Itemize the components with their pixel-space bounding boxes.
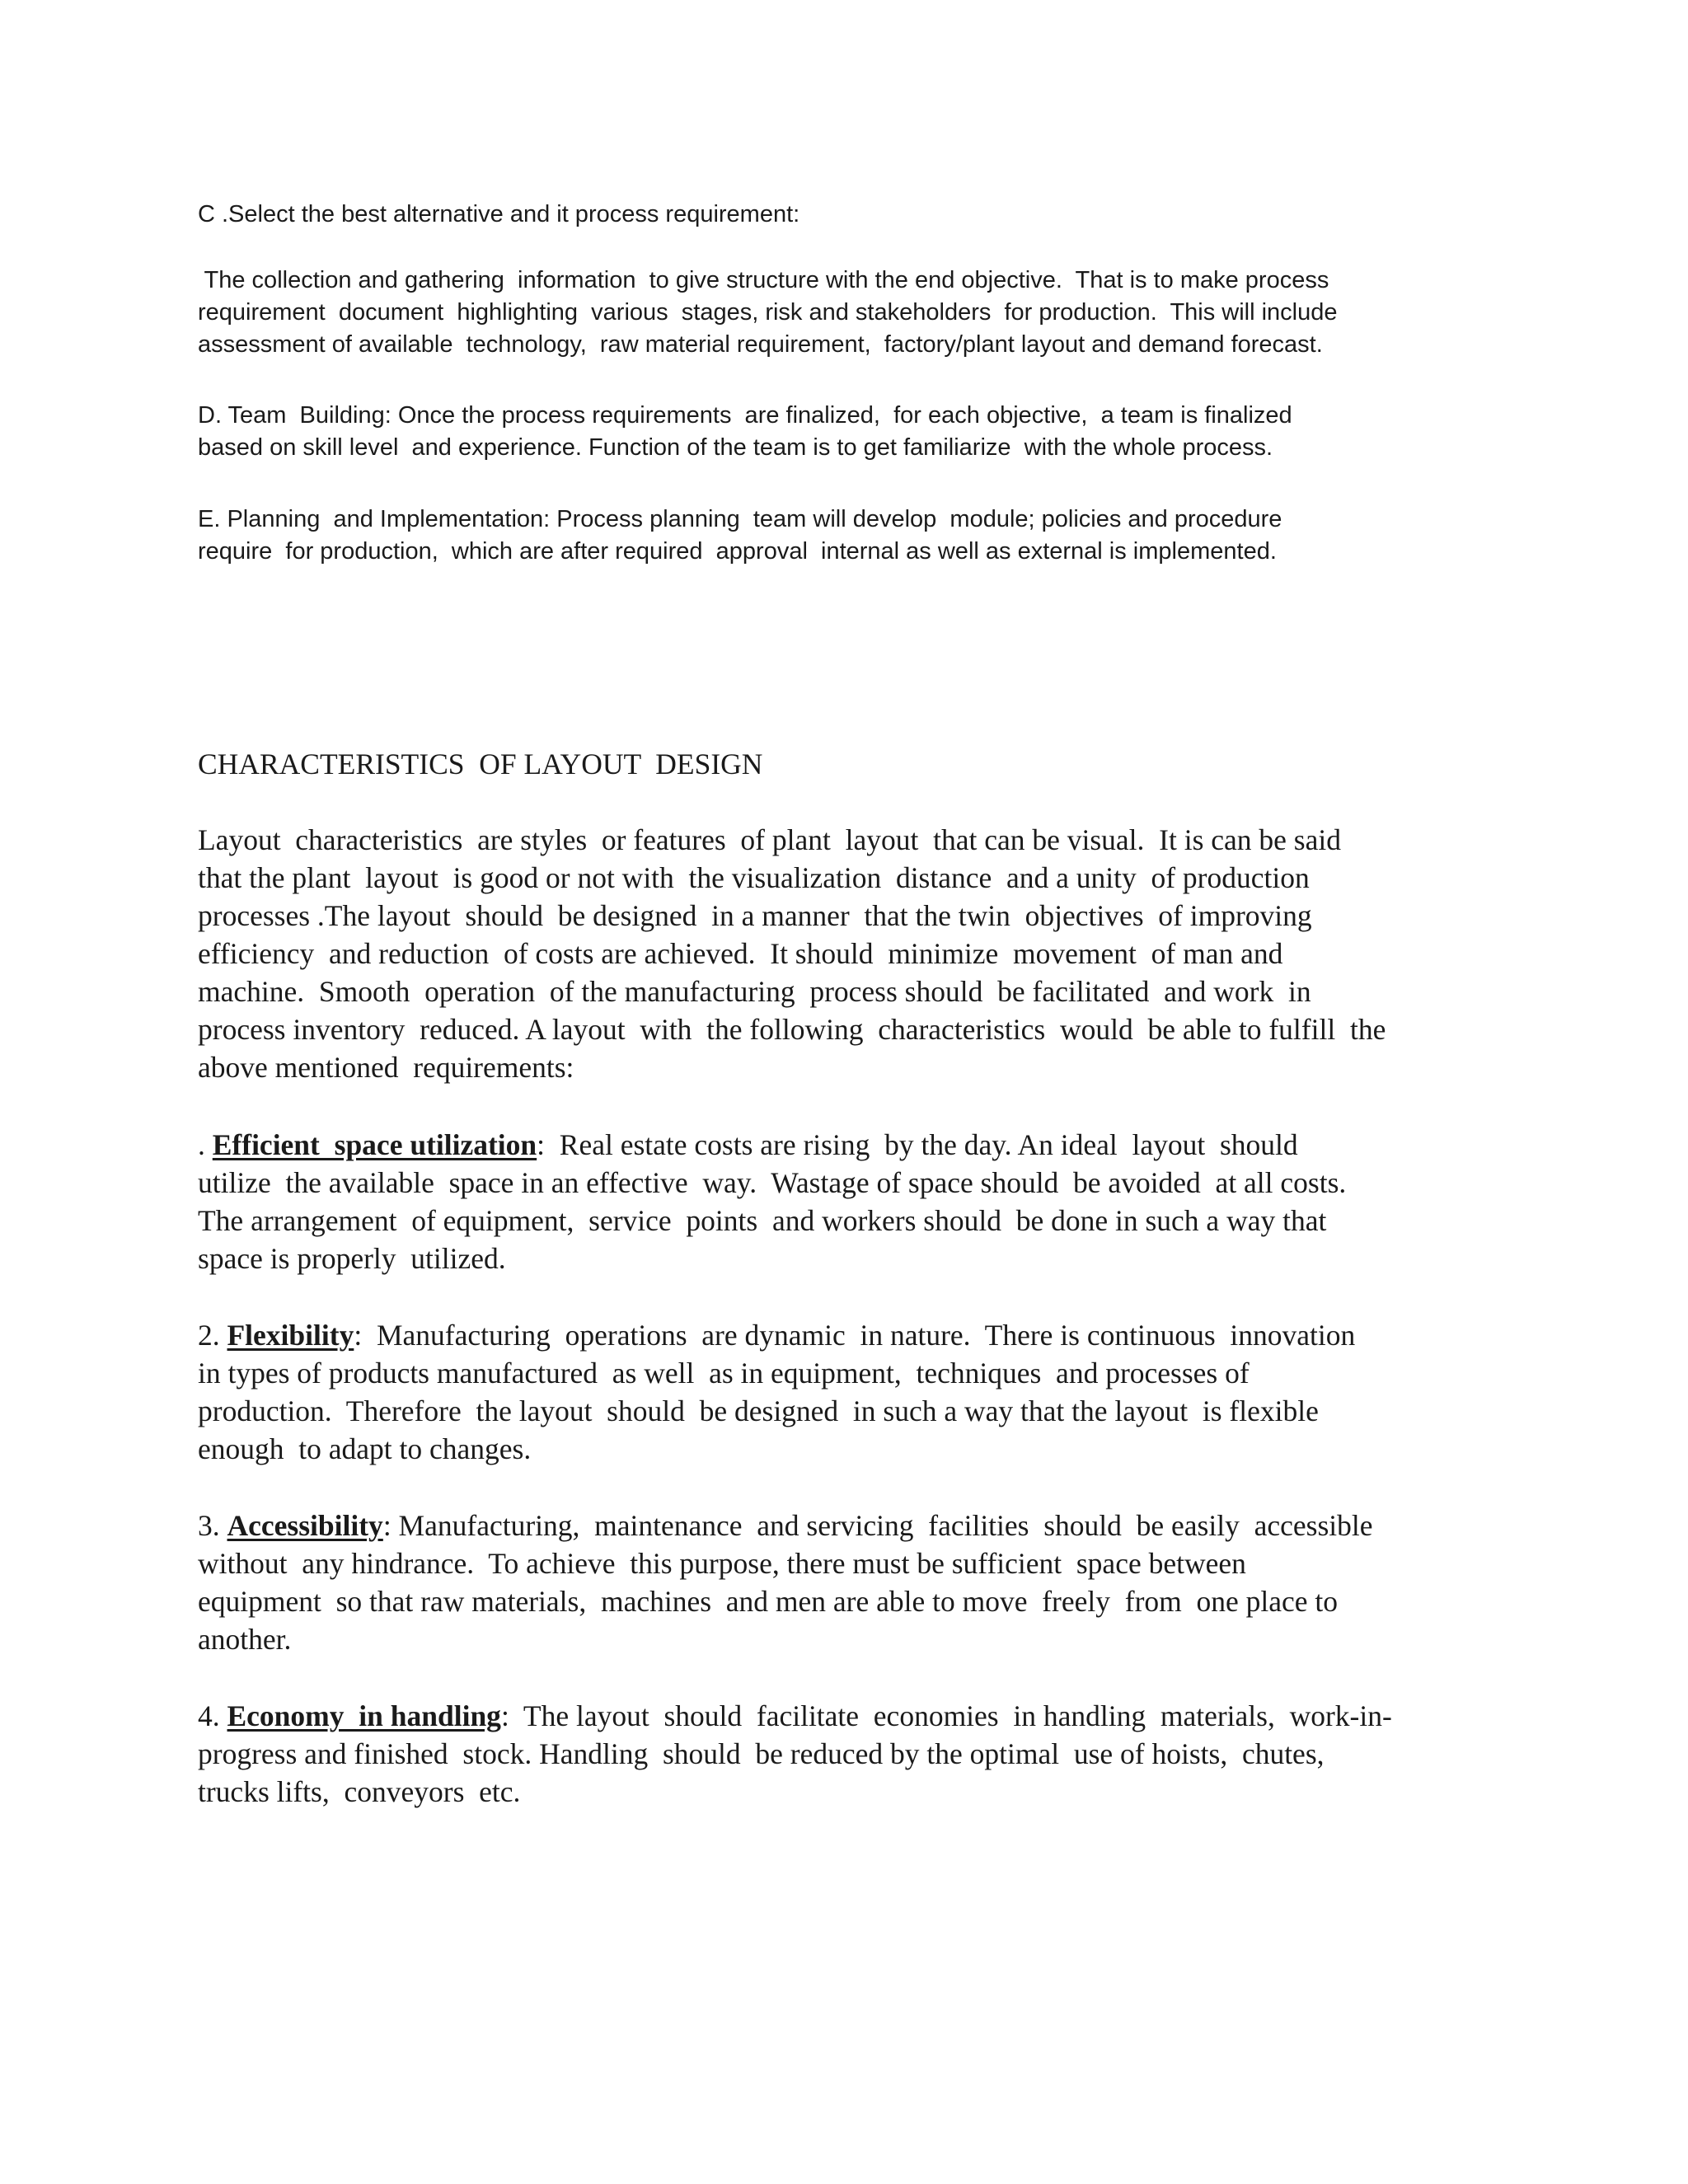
paragraph-line: based on skill level and experience. Function of the team is to get familiarize with the whole process. — [198, 434, 1273, 461]
item-first-rest: : The layout should facilitate economies in handling materials, work-in- — [500, 1699, 1392, 1732]
item-first-line — [198, 1507, 1566, 1544]
paragraph-line: another. — [198, 1623, 292, 1656]
item-prefix: 4. — [198, 1699, 227, 1732]
item-prefix: . — [198, 1128, 213, 1161]
item-keyword: Efficient space utilization — [212, 1128, 537, 1161]
section-e-paragraph — [198, 504, 1566, 568]
paragraph-line: above mentioned requirements: — [198, 1051, 574, 1084]
section-c-heading-text: C .Select the best alternative and it process requirement: — [198, 201, 800, 227]
paragraph-line: D. Team Building: Once the process requirements are finalized, for each objective, a team is finalized — [198, 402, 1292, 429]
item-first-line — [198, 1126, 1566, 1164]
item-first-line — [198, 1316, 1566, 1354]
item-keyword: Accessibility — [227, 1509, 383, 1542]
characteristics-heading — [198, 745, 1566, 783]
item-first-rest: : Manufacturing, maintenance and servicing facilities should be easily accessible — [382, 1509, 1373, 1542]
item-prefix: 3. — [198, 1509, 227, 1542]
characteristic-item-economy-handling — [198, 1697, 1566, 1811]
paragraph-line: space is properly utilized. — [198, 1242, 506, 1275]
paragraph-line: that the plant layout is good or not with the visualization distance and a unity of production — [198, 861, 1310, 894]
section-c-paragraph — [198, 265, 1566, 361]
paragraph-line: requirement document highlighting various stages, risk and stakeholders for production. This will include — [198, 299, 1338, 326]
paragraph-line: machine. Smooth operation of the manufacturing process should be facilitated and work in — [198, 975, 1311, 1008]
characteristic-item-flexibility — [198, 1316, 1566, 1468]
paragraph-line: processes .The layout should be designed in a manner that the twin objectives of improving — [198, 899, 1312, 932]
characteristic-item-efficient-space — [198, 1126, 1566, 1277]
paragraph-line: efficiency and reduction of costs are achieved. It should minimize movement of man and — [198, 937, 1283, 970]
item-prefix: 2. — [198, 1319, 227, 1352]
paragraph-line: The arrangement of equipment, service points and workers should be done in such a way that — [198, 1204, 1327, 1237]
paragraph-line: without any hindrance. To achieve this purpose, there must be sufficient space between — [198, 1547, 1246, 1580]
item-first-rest: : Real estate costs are rising by the day. An ideal layout should — [537, 1128, 1298, 1161]
section-d-paragraph — [198, 400, 1566, 464]
paragraph-line: The collection and gathering information to give structure with the end objective. That is to make process — [198, 267, 1329, 293]
paragraph-line: utilize the available space in an effective way. Wastage of space should be avoided at all costs. — [198, 1166, 1347, 1199]
characteristic-item-accessibility — [198, 1507, 1566, 1658]
paragraph-line: progress and finished stock. Handling should be reduced by the optimal use of hoists, chutes, — [198, 1737, 1325, 1770]
paragraph-line: enough to adapt to changes. — [198, 1432, 532, 1465]
item-keyword: Flexibility — [227, 1319, 354, 1352]
paragraph-line: E. Planning and Implementation: Process planning team will develop module; policies and procedure — [198, 506, 1282, 532]
paragraph-line: equipment so that raw materials, machines and men are able to move freely from one place to — [198, 1585, 1339, 1618]
paragraph-line: Layout characteristics are styles or features of plant layout that can be visual. It is can be said — [198, 823, 1341, 856]
item-first-line — [198, 1697, 1566, 1735]
section-title: CHARACTERISTICS OF LAYOUT DESIGN — [198, 748, 763, 780]
item-first-rest: : Manufacturing operations are dynamic in nature. There is continuous innovation — [354, 1319, 1356, 1352]
paragraph-line: process inventory reduced. A layout with the following characteristics would be able to fulfill the — [198, 1013, 1386, 1046]
paragraph-line: trucks lifts, conveyors etc. — [198, 1775, 521, 1808]
paragraph-line: production. Therefore the layout should be designed in such a way that the layout is flexible — [198, 1394, 1319, 1427]
item-keyword: Economy in handling — [227, 1699, 501, 1732]
section-c-heading — [198, 199, 1566, 231]
paragraph-line: require for production, which are after required approval internal as well as external is implemented. — [198, 538, 1277, 565]
paragraph-line: in types of products manufactured as well as in equipment, techniques and processes of — [198, 1357, 1250, 1390]
paragraph-line: assessment of available technology, raw material requirement, factory/plant layout and demand forecast. — [198, 331, 1323, 358]
characteristics-intro — [198, 821, 1566, 1086]
